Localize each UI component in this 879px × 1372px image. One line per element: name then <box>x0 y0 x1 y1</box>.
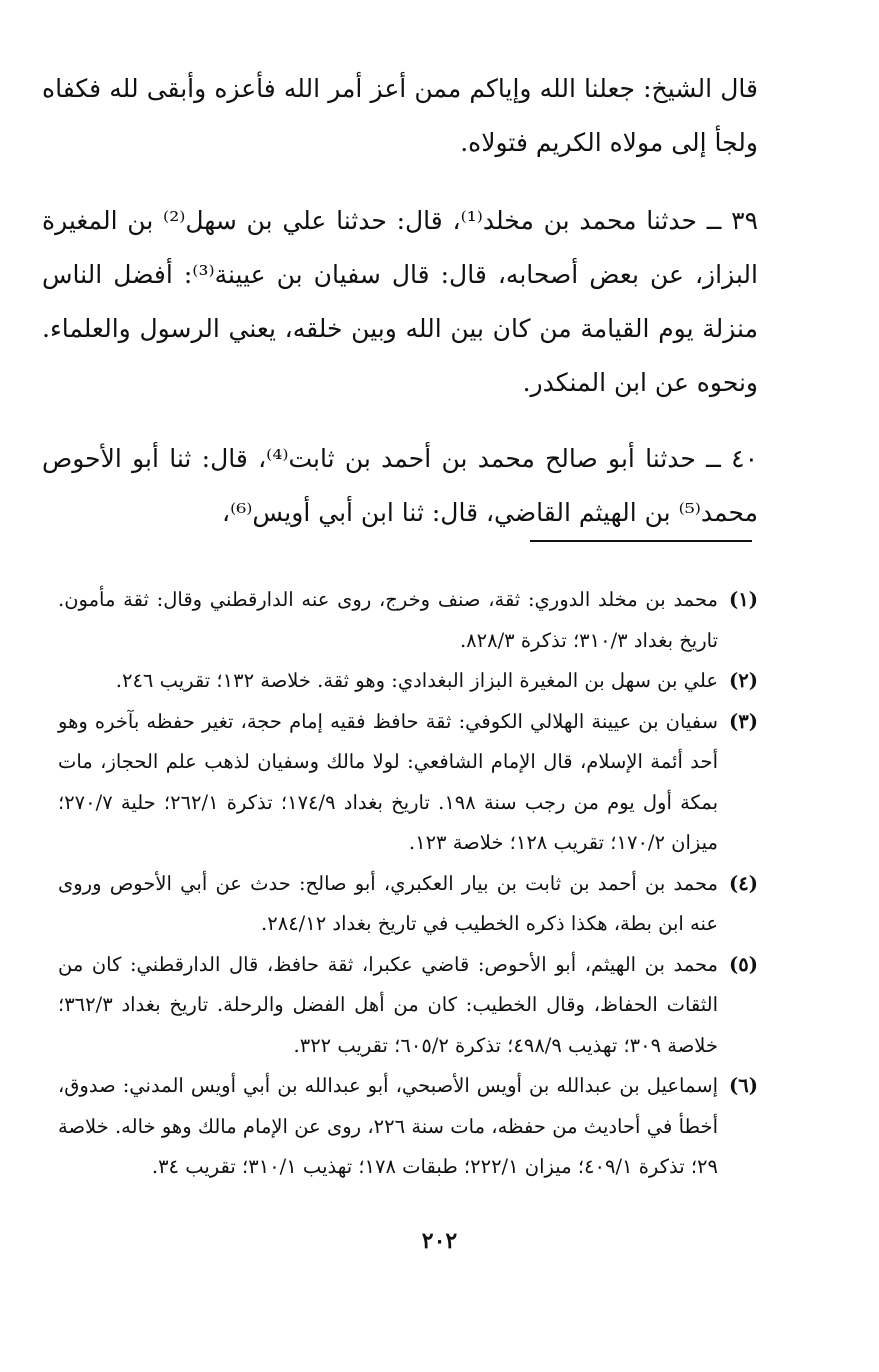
page-number: ٢٠٢ <box>421 1228 458 1254</box>
footnote-1 <box>58 580 758 661</box>
footnotes <box>58 580 758 1188</box>
footnote-6 <box>58 1066 758 1188</box>
footnote-4 <box>58 864 758 945</box>
main-text <box>42 62 758 562</box>
footnote-text: محمد بن أحمد بن ثابت بن بيار العكبري، أبو صالح: حدث عن أبي الأحوص وروى عنه ابن بطة، هكذا ذكره الخطيب في تاريخ بغداد ٢٨٤/١٢. <box>58 871 718 935</box>
footnote-number: (٦) <box>729 1074 758 1097</box>
hadith-40-paragraph: ٤٠ ــ حدثنا أبو صالح محمد بن أحمد بن ثابت⁽⁴⁾، قال: ثنا أبو الأحوص محمد⁽⁵⁾ بن الهيثم القاضي، قال: ثنا ابن أبي أويس⁽⁶⁾، <box>42 444 758 527</box>
footnote-number: (١) <box>729 588 758 611</box>
opening-paragraph: قال الشيخ: جعلنا الله وإياكم ممن أعز أمر الله فأعزه وأبقى لله فكفاه ولجأ إلى مولاه الكريم فتولاه. <box>42 74 758 157</box>
footnote-number: (٤) <box>729 871 758 895</box>
footnote-3 <box>58 702 758 864</box>
hadith-39-paragraph: ٣٩ ــ حدثنا محمد بن مخلد⁽¹⁾، قال: حدثنا علي بن سهل⁽²⁾ بن المغيرة البزاز، عن بعض أصحابه، قال: قال سفيان بن عيينة⁽³⁾: أفضل الناس منزلة يوم القيامة من كان بين الله وبين خلقه، يعني الرسول والعلماء. ونحوه عن ابن المنكدر. <box>42 206 758 397</box>
footnote-text: محمد بن مخلد الدوري: ثقة، صنف وخرج، روى عنه الدارقطني وقال: ثقة مأمون. تاريخ بغداد ٣١٠/٣؛ تذكرة ٨٢٨/٣. <box>58 588 718 652</box>
footnote-text: سفيان بن عيينة الهلالي الكوفي: ثقة حافظ فقيه إمام حجة، تغير حفظه بآخره وهو أحد أئمة الإسلام، قال الإمام الشافعي: لولا مالك وسفيان لذهب علم الحجاز، مات بمكة أول يوم من رجب سنة ١٩٨. تاريخ بغداد ١٧٤/٩؛ تذكرة ٢٦٢/١؛ حلية ٢٧٠/٧؛ ميزان ١٧٠/٢؛ تقريب ١٢٨؛ خلاصة ١٢٣. <box>58 709 718 854</box>
footnote-text: علي بن سهل بن المغيرة البزاز البغدادي: وهو ثقة. خلاصة ١٣٢؛ تقريب ٢٤٦. <box>115 669 718 692</box>
footnote-number: (٣) <box>729 709 758 733</box>
footnote-5 <box>58 945 758 1067</box>
footnote-number: (٢) <box>729 669 758 692</box>
footnote-text: إسماعيل بن عبدالله بن أويس الأصبحي، أبو عبدالله بن أبي أويس المدني: صدوق، أخطأ في أحاديث من حفظه، مات سنة ٢٢٦، روى عن الإمام مالك وهو خاله. خلاصة ٢٩؛ تذكرة ٤٠٩/١؛ ميزان ٢٢٢/١؛ طبقات ١٧٨؛ تهذيب ٣١٠/١؛ تقريب ٣٤. <box>58 1074 718 1178</box>
footnote-number: (٥) <box>729 952 758 976</box>
footnote-2 <box>58 661 758 702</box>
footnote-separator <box>530 540 752 542</box>
footnote-text: محمد بن الهيثم، أبو الأحوص: قاضي عكبرا، ثقة حافظ، قال الدارقطني: كان من الثقات الحفاظ، وقال الخطيب: كان من أهل الفضل والرحلة. تاريخ بغداد ٣٦٢/٣؛ خلاصة ٣٠٩؛ تهذيب ٤٩٨/٩؛ تذكرة ٦٠٥/٢؛ تقريب ٣٢٢. <box>58 952 718 1057</box>
